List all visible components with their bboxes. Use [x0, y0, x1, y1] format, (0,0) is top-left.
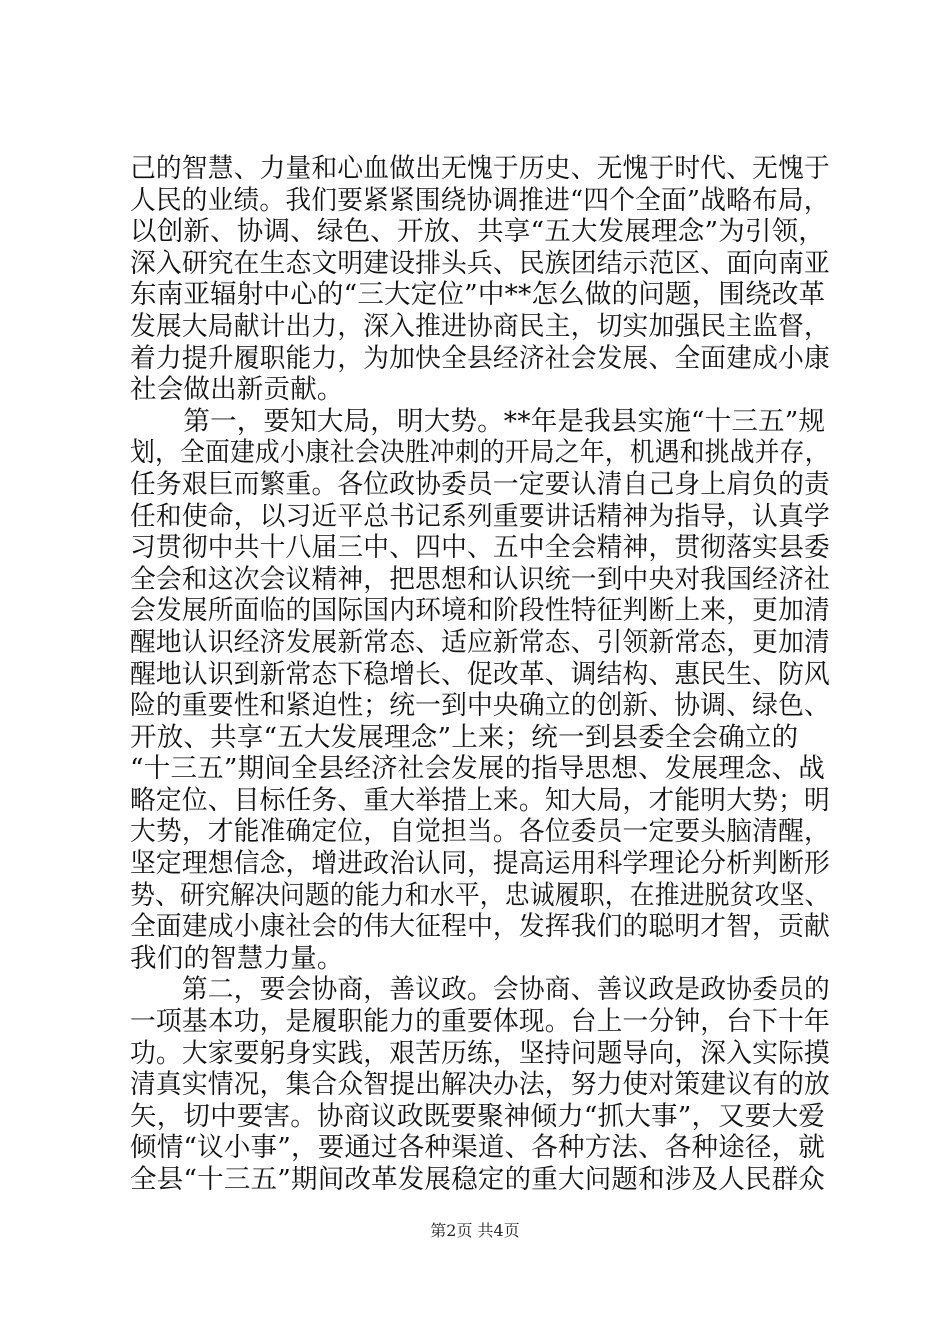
text-line: 第二，要会协商，善议政。会协商、善议政是政协委员的	[130, 974, 830, 1006]
text-line: 划，全面建成小康社会决胜冲刺的开局之年，机遇和挑战并存，	[130, 437, 830, 469]
text-line: 第一，要知大局，明大势。**年是我县实施“十三五”规	[130, 405, 826, 437]
text-line: 坚定理想信念，增进政治认同，提高运用科学理论分析判断形	[130, 848, 830, 880]
text-line: 开放、共享“五大发展理念”上来；统一到县委全会确立的	[130, 721, 799, 753]
text-line: 大势，才能准确定位，自觉担当。各位委员一定要头脑清醒，	[130, 816, 830, 848]
text-line: 以创新、协调、绿色、开放、共享“五大发展理念”为引领，	[130, 216, 825, 248]
text-line: 己的智慧、力量和心血做出无愧于历史、无愧于时代、无愧于	[130, 153, 830, 184]
text-line: 势、研究解决问题的能力和水平，忠诚履职，在推进脱贫攻坚、	[130, 879, 830, 911]
text-line: 全县“十三五”期间改革发展稳定的重大问题和涉及人民群众	[130, 1164, 825, 1195]
text-line: 任和使命，以习近平总书记系列重要讲话精神为指导，认真学	[130, 500, 830, 532]
text-line: 发展大局献计出力，深入推进协商民主，切实加强民主监督，	[130, 310, 830, 342]
body-text	[130, 153, 830, 1196]
text-line: 任务艰巨而繁重。各位政协委员一定要认清自己身上肩负的责	[130, 468, 830, 500]
text-line: “十三五”期间全县经济社会发展的指导思想、发展理念、战	[130, 753, 825, 785]
text-line: 着力提升履职能力，为加快全县经济社会发展、全面建成小康	[130, 342, 830, 374]
text-line: 倾情“议小事”，要通过各种渠道、各种方法、各种途径，就	[130, 1132, 825, 1164]
text-line: 东南亚辐射中心的“三大定位”中**怎么做的问题，围绕改革	[130, 279, 826, 311]
text-line: 深入研究在生态文明建设排头兵、民族团结示范区、面向南亚	[130, 247, 830, 279]
text-line: 一项基本功，是履职能力的重要体现。台上一分钟，台下十年	[130, 1006, 830, 1038]
text-line: 清真实情况，集合众智提出解决办法，努力使对策建议有的放	[130, 1069, 830, 1101]
text-line: 略定位、目标任务、重大举措上来。知大局，才能明大势；明	[130, 784, 830, 816]
text-line: 功。大家要躬身实践，艰苦历练，坚持问题导向，深入实际摸	[130, 1037, 830, 1069]
text-line: 醒地认识经济发展新常态、适应新常态、引领新常态，更加清	[130, 626, 830, 658]
text-line: 矢，切中要害。协商议政既要聚神倾力“抓大事”，又要大爱	[130, 1100, 825, 1132]
text-line: 习贯彻中共十八届三中、四中、五中全会精神，贯彻落实县委	[130, 532, 830, 564]
text-line: 社会做出新贡献。	[130, 374, 344, 406]
text-line: 醒地认识到新常态下稳增长、促改革、调结构、惠民生、防风	[130, 658, 830, 690]
text-line: 全面建成小康社会的伟大征程中，发挥我们的聪明才智，贡献	[130, 911, 830, 943]
page-number-footer: 第2页 共4页	[430, 1221, 520, 1240]
text-line: 全会和这次会议精神，把思想和认识统一到中央对我国经济社	[130, 563, 830, 595]
text-line: 我们的智慧力量。	[130, 942, 344, 974]
text-line: 人民的业绩。我们要紧紧围绕协调推进“四个全面”战略布局，	[130, 184, 830, 216]
text-line: 险的重要性和紧迫性；统一到中央确立的创新、协调、绿色、	[130, 690, 830, 722]
text-line: 会发展所面临的国际国内环境和阶段性特征判断上来，更加清	[130, 595, 830, 627]
